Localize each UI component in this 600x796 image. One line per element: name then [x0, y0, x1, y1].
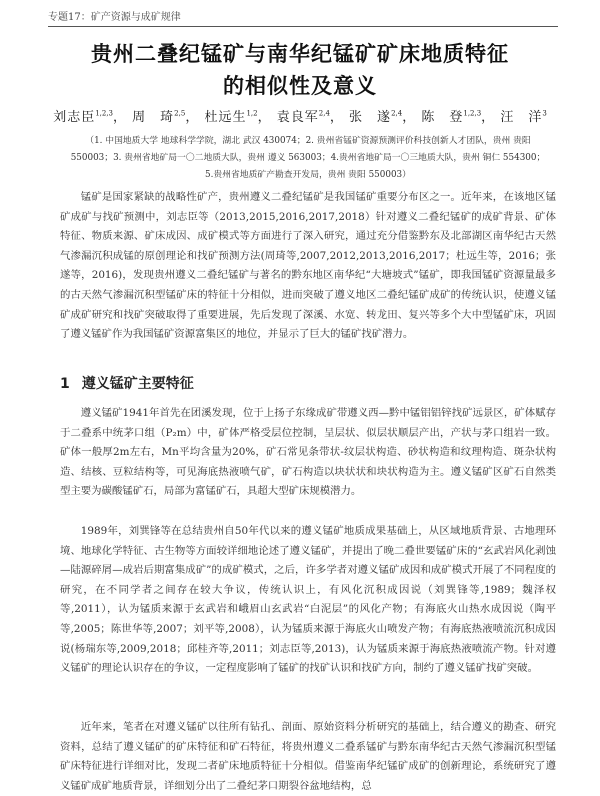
author: 袁良军$^{2,4}$ [276, 109, 330, 125]
affiliation-line-3: 5.贵州省地质矿产勘查开发局，贵州 贵阳 550003） [205, 170, 411, 180]
author: 汪 洋$^3$ [500, 109, 547, 125]
affiliation-line-2: 550003；3. 贵州省地矿局一〇二地质大队，贵州 遵义 563003；4.贵州省地矿局一〇三地质大队，贵州 铜仁 554300； [70, 153, 546, 163]
author: 杜远生$^{1,2}$ [204, 109, 258, 125]
running-header [48, 8, 558, 27]
affiliation-line-1: （1. 中国地质大学 地球科学学院，湖北 武汉 430074；2. 贵州省锰矿资源预测评价科技创新人才团队，贵州 贵阳 [85, 136, 531, 146]
author: 陈 登$^{1,2,3}$ [421, 109, 482, 125]
section-1-paragraph-1: 遵义锰矿1941年首先在团溪发现，位于上扬子东缘成矿带遵义西—黔中锰铝铝锌找矿远景区，矿体赋存于二叠系中统茅口组（P₂m）中，矿体严格受层位控制，呈层状、似层状顺层产出，产状与茅口组岩一致。矿体一般厚2m左右，Mn平均含量为20%，矿石常见条带状-纹层状构造、砂状构造和纹理构造、斑杂状构造、结核、豆粒结构等，可见海底热液喷气矿，矿石构造以块状状和块状构造为主。遵义锰矿区矿石自然类型主要为碳酸锰矿石，局部为富锰矿石，具超大型矿床规模潜力。 [60, 407, 556, 498]
section-1-paragraph-2: 1989年，刘巽锋等在总结贵州自50年代以来的遵义锰矿地质成果基础上，从区域地质背景、古地理环境、地球化学特征、古生物等方面较详细地论述了遵义锰矿，并提出了晚二叠世要锰矿床的“玄武岩风化剥蚀—陆源碎屑—成岩后期富集成矿”的成矿模式，之后，许多学者对遵义锰矿成因和成矿模式开展了不同程度的研究，在不同学者之间存在较大争议，传统认识上，有风化沉积成因说（刘巽锋等,1989；魏泽权等,2011），认为锰质来源于玄武岩和峨眉山玄武岩“白泥层”的风化产物；有海底火山热水成因说（陶平等,2005；陈世华等,2007；刘平等,2008），认为锰质来源于海底火山喷发产物；有海底热液喷流沉积成因说(杨瑞东等,2009,2018；邱桂齐等,2011；刘志臣等,2013)，认为锰质来源于海底热液喷流产物。针对遵义锰矿的理论认识存在的争议，一定程度影响了锰矿的找矿认识和找矿方向，制约了遵义锰矿找矿突破。 [60, 525, 556, 675]
author: 张 遂$^{2,4}$ [349, 109, 403, 125]
author: 刘志臣$^{1,2,3}$ [53, 109, 114, 125]
author: 周 琦$^{2,5}$ [132, 109, 186, 125]
section-number: 1 [60, 376, 70, 392]
section-title: 遵义锰矿主要特征 [81, 376, 194, 392]
paper-title-line-2: 的相似性及意义 [223, 74, 377, 98]
section-1-paragraph-3: 近年来，笔者在对遵义锰矿以往所有钻孔、剖面、原始资料分析研究的基础上，结合遵义的勘查、研究资料，总结了遵义锰矿的矿床特征和矿石特征，将贵州遵义二叠系锰矿与黔东南华纪古天然气渗漏沉积型锰矿床特征进行详细对比，发现二者矿床地质特征十分相似。借鉴南华纪锰矿成矿的创新理论，系统研究了遵义锰矿成矿地质背景，详细划分出了二叠纪茅口期裂谷盆地结构，总 [60, 721, 556, 792]
author-list: 刘志臣$^{1,2,3}$， 周 琦$^{2,5}$， 杜远生$^{1,2}$， 袁良军$^{2,4}$， 张 遂$^{2,4}$， 陈 登$^{1,2,3}$， 汪 洋$^3$ [53, 109, 547, 125]
section-heading [60, 373, 206, 393]
intro-paragraph: 锰矿是国家紧缺的战略性矿产，贵州遵义二叠纪锰矿是我国锰矿重要分布区之一。近年来，在该地区锰矿成矿与找矿预测中，刘志臣等（2013,2015,2016,2017,2018）针对遵义二叠纪锰矿的成矿背景、矿体特征、物质来源、矿床成因、成矿模式等方面进行了深入研究，通过充分借鉴黔东及北部湖区南华纪古天然气渗漏沉积成锰的原创理论和找矿预测方法(周琦等,2007,2012,2013,2016,2017；杜远生等，2016；张遂等，2016)，发现贵州遵义二叠纪锰矿与著名的黔东地区南华纪“大塘坡式”锰矿，即我国锰矿资源量最多的古天然气渗漏沉积型锰矿床的特征十分相似，进而突破了遵义地区二叠纪锰矿成矿的传统认识，使遵义锰矿成矿研究和找矿突破取得了重要进展，先后发现了深溪、水宽、转龙田、复兴等多个大中型锰矿床，巩固了遵义锰矿作为我国锰矿资源富集区的地位，并显示了巨大的锰矿找矿潜力。 [60, 191, 556, 341]
paper-title-line-1: 贵州二叠纪锰矿与南华纪锰矿矿床地质特征 [91, 42, 509, 66]
running-title: 专题17：矿产资源与成矿规律 [48, 12, 181, 23]
